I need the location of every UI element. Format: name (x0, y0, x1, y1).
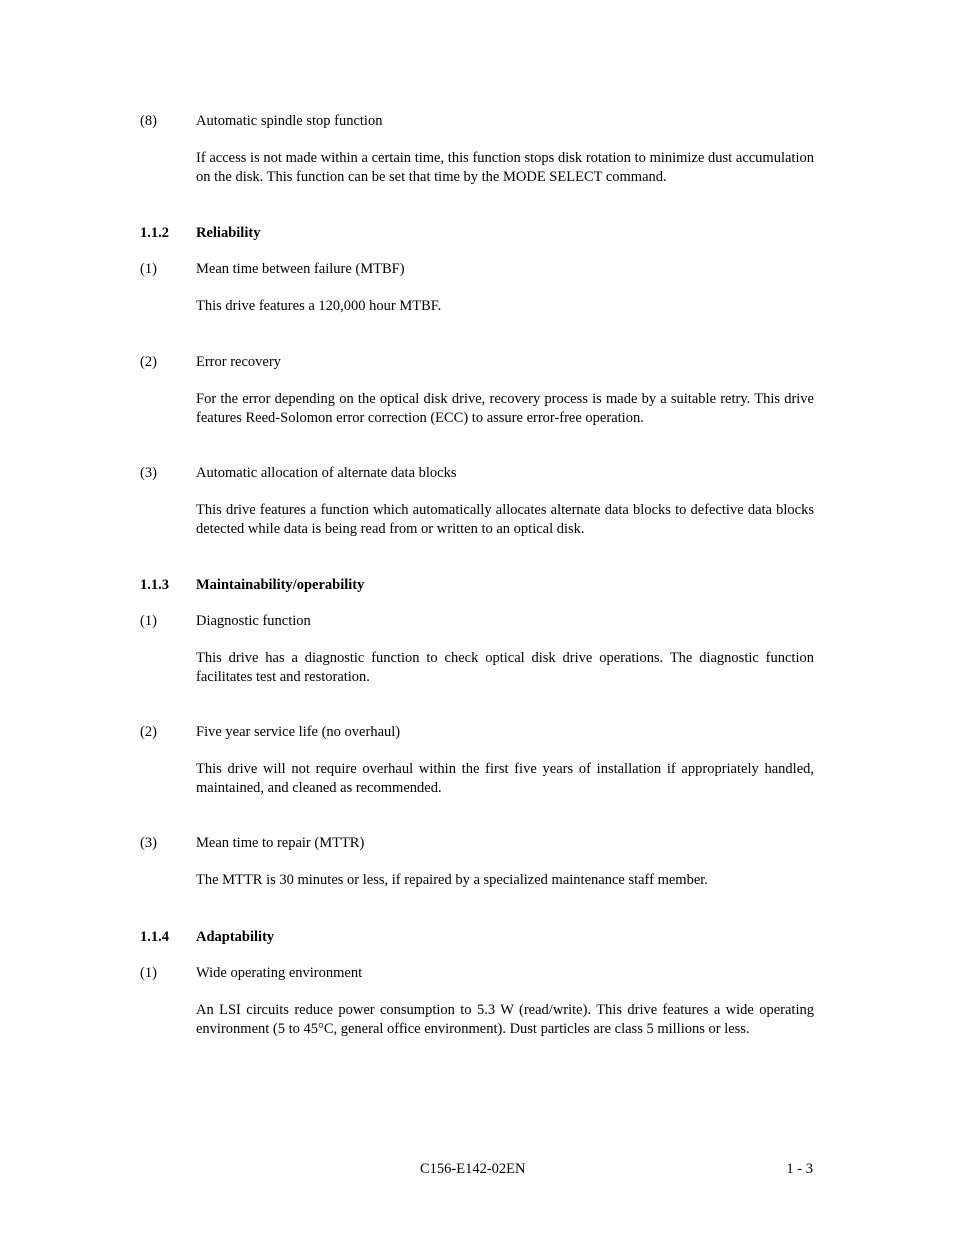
item-number: (1) (140, 613, 157, 629)
section-number: 1.1.3 (140, 577, 169, 593)
item-title: Wide operating environment (196, 965, 363, 981)
item-title: Diagnostic function (196, 613, 311, 629)
section-title: Maintainability/operability (196, 577, 365, 593)
item-number: (3) (140, 465, 157, 481)
item-number: (8) (140, 113, 157, 129)
paragraph: If access is not made within a certain time, this function stops disk rotation to minimize dust accumulation on the disk. This function can be set that time by the MODE SELECT command. (196, 150, 814, 185)
page-number: 1 - 3 (786, 1161, 813, 1177)
paragraph: This drive has a diagnostic function to check optical disk drive operations. The diagnostic function facilitates test and restoration. (196, 650, 814, 685)
item-title: Automatic spindle stop function (196, 113, 383, 129)
section-number: 1.1.4 (140, 929, 169, 945)
item-title: Error recovery (196, 354, 281, 370)
item-title: Five year service life (no overhaul) (196, 724, 401, 740)
item-title: Mean time between failure (MTBF) (196, 261, 405, 277)
section-title: Adaptability (196, 929, 275, 945)
paragraph: This drive features a 120,000 hour MTBF. (196, 298, 442, 314)
item-number: (3) (140, 835, 157, 851)
item-number: (1) (140, 261, 157, 277)
paragraph: This drive will not require overhaul within the first five years of installation if appropriately handled, maintained, and cleaned as recommended. (196, 761, 814, 796)
item-title: Automatic allocation of alternate data blocks (196, 465, 457, 481)
paragraph: This drive features a function which automatically allocates alternate data blocks to defective data blocks detected while data is being read from or written to an optical disk. (196, 502, 814, 537)
document-code: C156-E142-02EN (420, 1161, 526, 1177)
section-number: 1.1.2 (140, 225, 169, 241)
item-number: (2) (140, 354, 157, 370)
section-title: Reliability (196, 225, 261, 241)
item-number: (1) (140, 965, 157, 981)
paragraph: The MTTR is 30 minutes or less, if repaired by a specialized maintenance staff member. (196, 872, 708, 888)
item-number: (2) (140, 724, 157, 740)
paragraph: An LSI circuits reduce power consumption to 5.3 W (read/write). This drive features a wide operating environment (5 to 45°C, general office environment). Dust particles are class 5 millions or less. (196, 1002, 814, 1037)
item-title: Mean time to repair (MTTR) (196, 835, 365, 851)
paragraph: For the error depending on the optical disk drive, recovery process is made by a suitable retry. This drive features Reed-Solomon error correction (ECC) to assure error-free operation. (196, 391, 814, 426)
